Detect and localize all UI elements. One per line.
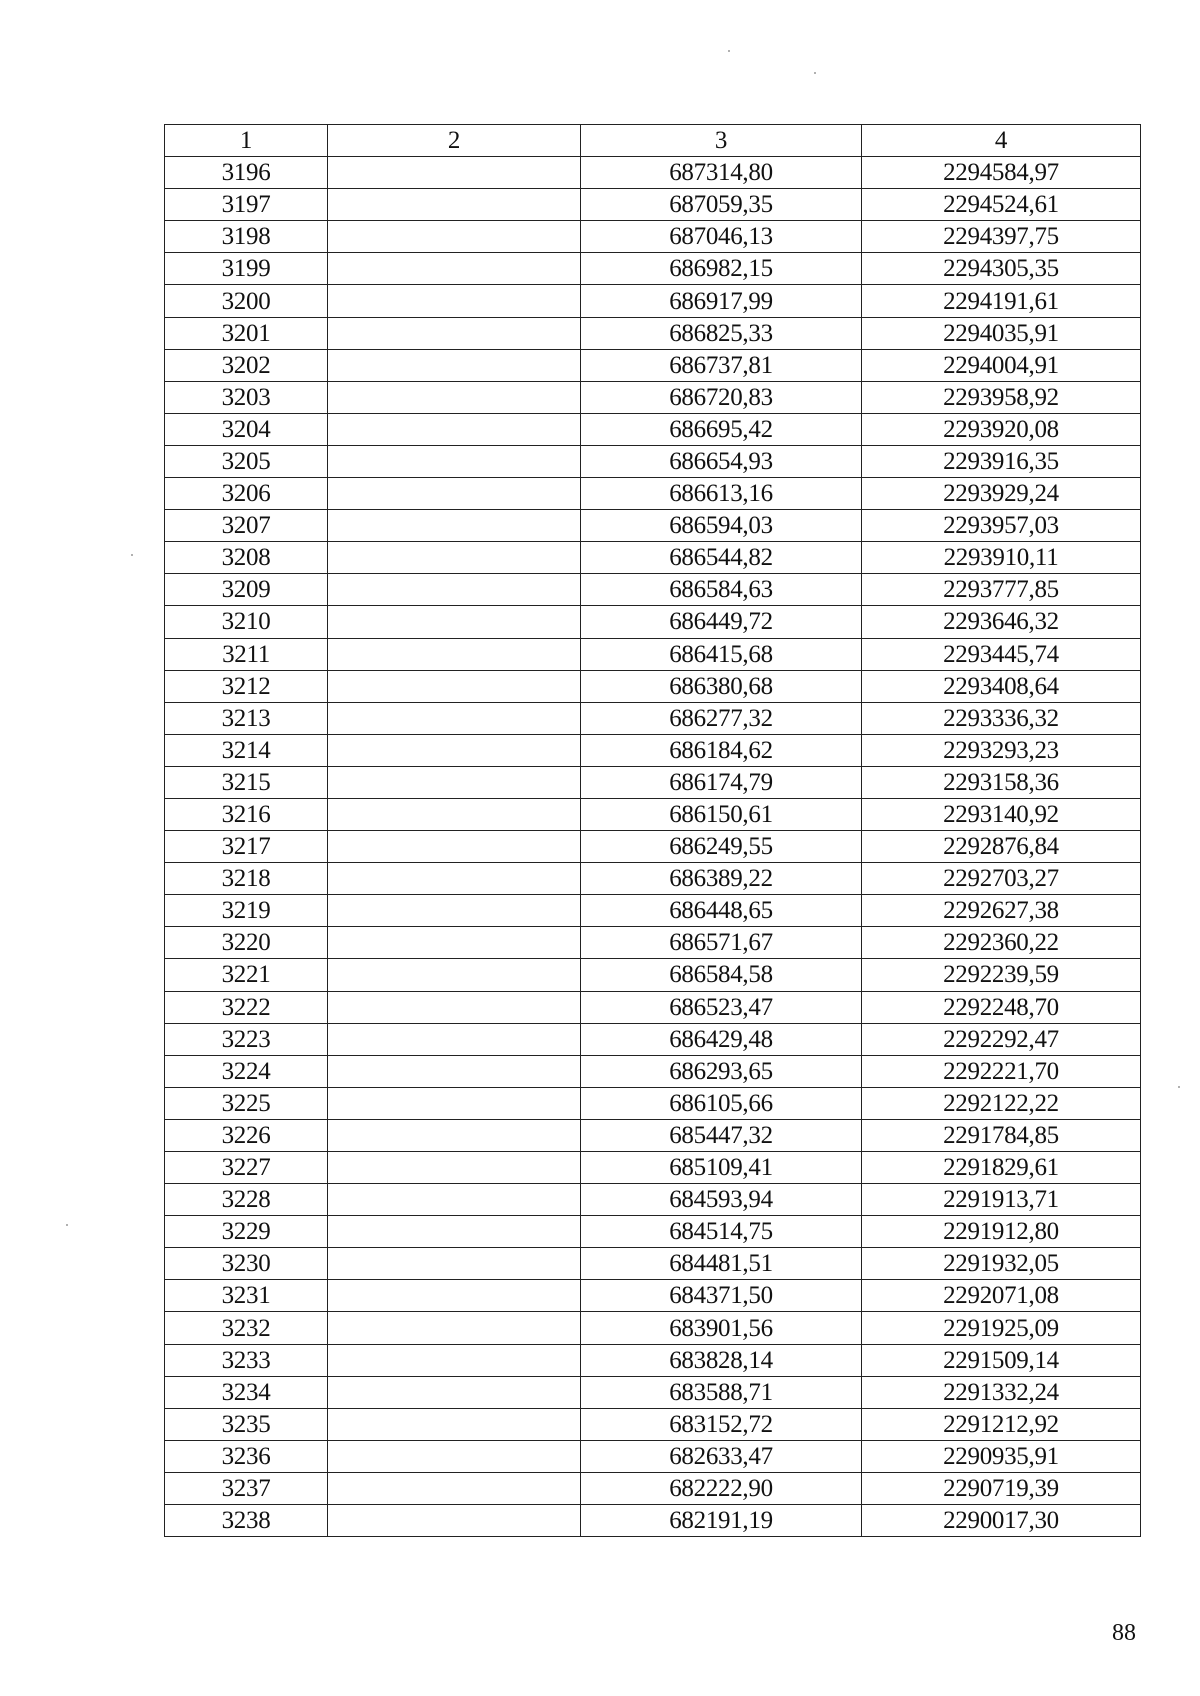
empty-cell xyxy=(328,1344,581,1376)
scan-speck xyxy=(131,554,133,556)
coordinate-x-cell: 686654,93 xyxy=(581,445,862,477)
empty-cell xyxy=(328,381,581,413)
coordinate-x-cell: 686150,61 xyxy=(581,798,862,830)
point-number-cell: 3233 xyxy=(165,1344,328,1376)
table-row xyxy=(165,445,1141,477)
coordinate-y-cell: 2294004,91 xyxy=(862,349,1141,381)
table-row xyxy=(165,317,1141,349)
table-row xyxy=(165,766,1141,798)
empty-cell xyxy=(328,349,581,381)
coordinate-x-cell: 686448,65 xyxy=(581,895,862,927)
empty-cell xyxy=(328,606,581,638)
coordinate-x-cell: 684371,50 xyxy=(581,1280,862,1312)
column-header-3: 3 xyxy=(581,125,862,157)
coordinate-y-cell: 2293646,32 xyxy=(862,606,1141,638)
coordinate-x-cell: 686695,42 xyxy=(581,413,862,445)
table-row xyxy=(165,1408,1141,1440)
coordinate-y-cell: 2292627,38 xyxy=(862,895,1141,927)
empty-cell xyxy=(328,253,581,285)
coordinate-x-cell: 686249,55 xyxy=(581,831,862,863)
coordinate-x-cell: 682633,47 xyxy=(581,1440,862,1472)
coordinate-x-cell: 686613,16 xyxy=(581,478,862,510)
coordinate-x-cell: 686174,79 xyxy=(581,766,862,798)
coordinate-y-cell: 2293293,23 xyxy=(862,734,1141,766)
empty-cell xyxy=(328,285,581,317)
empty-cell xyxy=(328,478,581,510)
coordinate-y-cell: 2293336,32 xyxy=(862,702,1141,734)
table-row xyxy=(165,831,1141,863)
coordinate-x-cell: 685109,41 xyxy=(581,1152,862,1184)
table-row xyxy=(165,381,1141,413)
table-row xyxy=(165,1184,1141,1216)
point-number-cell: 3219 xyxy=(165,895,328,927)
empty-cell xyxy=(328,702,581,734)
coordinate-x-cell: 686737,81 xyxy=(581,349,862,381)
coordinate-y-cell: 2292248,70 xyxy=(862,991,1141,1023)
table-row xyxy=(165,1472,1141,1504)
page-number: 88 xyxy=(1112,1620,1136,1646)
empty-cell xyxy=(328,927,581,959)
coordinate-y-cell: 2293916,35 xyxy=(862,445,1141,477)
coordinate-x-cell: 686380,68 xyxy=(581,670,862,702)
table-row xyxy=(165,574,1141,606)
point-number-cell: 3217 xyxy=(165,831,328,863)
coordinate-y-cell: 2292292,47 xyxy=(862,1023,1141,1055)
empty-cell xyxy=(328,317,581,349)
coordinate-y-cell: 2291509,14 xyxy=(862,1344,1141,1376)
table-row xyxy=(165,1119,1141,1151)
point-number-cell: 3202 xyxy=(165,349,328,381)
point-number-cell: 3209 xyxy=(165,574,328,606)
empty-cell xyxy=(328,542,581,574)
table-row xyxy=(165,413,1141,445)
table-row xyxy=(165,1152,1141,1184)
coordinate-y-cell: 2294524,61 xyxy=(862,189,1141,221)
point-number-cell: 3208 xyxy=(165,542,328,574)
coordinate-x-cell: 686917,99 xyxy=(581,285,862,317)
point-number-cell: 3237 xyxy=(165,1472,328,1504)
point-number-cell: 3220 xyxy=(165,927,328,959)
coordinate-x-cell: 686389,22 xyxy=(581,863,862,895)
point-number-cell: 3203 xyxy=(165,381,328,413)
point-number-cell: 3215 xyxy=(165,766,328,798)
coordinate-x-cell: 684514,75 xyxy=(581,1216,862,1248)
coordinate-x-cell: 686544,82 xyxy=(581,542,862,574)
table-row xyxy=(165,1280,1141,1312)
coordinate-y-cell: 2293920,08 xyxy=(862,413,1141,445)
coordinate-y-cell: 2291784,85 xyxy=(862,1119,1141,1151)
table-row xyxy=(165,1312,1141,1344)
point-number-cell: 3229 xyxy=(165,1216,328,1248)
empty-cell xyxy=(328,670,581,702)
coordinate-y-cell: 2291332,24 xyxy=(862,1376,1141,1408)
empty-cell xyxy=(328,221,581,253)
empty-cell xyxy=(328,1152,581,1184)
table-row xyxy=(165,1055,1141,1087)
empty-cell xyxy=(328,1119,581,1151)
point-number-cell: 3222 xyxy=(165,991,328,1023)
point-number-cell: 3235 xyxy=(165,1408,328,1440)
coordinate-x-cell: 684481,51 xyxy=(581,1248,862,1280)
table-row xyxy=(165,1023,1141,1055)
point-number-cell: 3214 xyxy=(165,734,328,766)
point-number-cell: 3199 xyxy=(165,253,328,285)
coordinate-x-cell: 683828,14 xyxy=(581,1344,862,1376)
coordinate-y-cell: 2293408,64 xyxy=(862,670,1141,702)
point-number-cell: 3205 xyxy=(165,445,328,477)
empty-cell xyxy=(328,1087,581,1119)
coordinate-x-cell: 686277,32 xyxy=(581,702,862,734)
table-row xyxy=(165,221,1141,253)
coordinate-y-cell: 2290017,30 xyxy=(862,1505,1141,1537)
coordinate-y-cell: 2291829,61 xyxy=(862,1152,1141,1184)
point-number-cell: 3207 xyxy=(165,510,328,542)
coordinate-y-cell: 2292071,08 xyxy=(862,1280,1141,1312)
point-number-cell: 3204 xyxy=(165,413,328,445)
scan-speck xyxy=(814,72,816,74)
table-row xyxy=(165,189,1141,221)
table-row xyxy=(165,349,1141,381)
empty-cell xyxy=(328,1280,581,1312)
table-body xyxy=(165,157,1141,1537)
point-number-cell: 3213 xyxy=(165,702,328,734)
empty-cell xyxy=(328,157,581,189)
table-row xyxy=(165,959,1141,991)
scan-speck xyxy=(66,1224,68,1226)
coordinate-y-cell: 2291925,09 xyxy=(862,1312,1141,1344)
point-number-cell: 3224 xyxy=(165,1055,328,1087)
coordinate-x-cell: 686105,66 xyxy=(581,1087,862,1119)
coordinate-x-cell: 686825,33 xyxy=(581,317,862,349)
coordinate-y-cell: 2294584,97 xyxy=(862,157,1141,189)
point-number-cell: 3221 xyxy=(165,959,328,991)
coordinate-y-cell: 2293957,03 xyxy=(862,510,1141,542)
coordinate-x-cell: 686584,58 xyxy=(581,959,862,991)
point-number-cell: 3197 xyxy=(165,189,328,221)
coordinate-x-cell: 687059,35 xyxy=(581,189,862,221)
table-row xyxy=(165,1440,1141,1472)
table-row xyxy=(165,1248,1141,1280)
point-number-cell: 3230 xyxy=(165,1248,328,1280)
coordinate-x-cell: 682191,19 xyxy=(581,1505,862,1537)
point-number-cell: 3212 xyxy=(165,670,328,702)
point-number-cell: 3228 xyxy=(165,1184,328,1216)
empty-cell xyxy=(328,413,581,445)
coordinate-x-cell: 683152,72 xyxy=(581,1408,862,1440)
coordinate-y-cell: 2291912,80 xyxy=(862,1216,1141,1248)
empty-cell xyxy=(328,574,581,606)
empty-cell xyxy=(328,766,581,798)
coordinate-y-cell: 2293958,92 xyxy=(862,381,1141,413)
table-row xyxy=(165,157,1141,189)
point-number-cell: 3218 xyxy=(165,863,328,895)
coordinate-x-cell: 686293,65 xyxy=(581,1055,862,1087)
scan-speck xyxy=(1178,1086,1180,1088)
table-row xyxy=(165,478,1141,510)
empty-cell xyxy=(328,189,581,221)
empty-cell xyxy=(328,734,581,766)
coordinate-y-cell: 2292122,22 xyxy=(862,1087,1141,1119)
empty-cell xyxy=(328,959,581,991)
table-row xyxy=(165,1087,1141,1119)
empty-cell xyxy=(328,831,581,863)
empty-cell xyxy=(328,895,581,927)
point-number-cell: 3206 xyxy=(165,478,328,510)
point-number-cell: 3232 xyxy=(165,1312,328,1344)
point-number-cell: 3225 xyxy=(165,1087,328,1119)
coordinate-y-cell: 2293158,36 xyxy=(862,766,1141,798)
point-number-cell: 3216 xyxy=(165,798,328,830)
table-row xyxy=(165,798,1141,830)
coordinate-x-cell: 684593,94 xyxy=(581,1184,862,1216)
table-header-row xyxy=(165,125,1141,157)
coordinate-y-cell: 2293777,85 xyxy=(862,574,1141,606)
empty-cell xyxy=(328,1440,581,1472)
coordinate-x-cell: 686594,03 xyxy=(581,510,862,542)
point-number-cell: 3200 xyxy=(165,285,328,317)
table-row xyxy=(165,638,1141,670)
point-number-cell: 3210 xyxy=(165,606,328,638)
coordinate-x-cell: 685447,32 xyxy=(581,1119,862,1151)
empty-cell xyxy=(328,863,581,895)
table-row xyxy=(165,606,1141,638)
table-row xyxy=(165,670,1141,702)
coordinate-y-cell: 2293910,11 xyxy=(862,542,1141,574)
coordinate-y-cell: 2292703,27 xyxy=(862,863,1141,895)
empty-cell xyxy=(328,445,581,477)
table-row xyxy=(165,991,1141,1023)
table-row xyxy=(165,253,1141,285)
empty-cell xyxy=(328,1408,581,1440)
column-header-2: 2 xyxy=(328,125,581,157)
empty-cell xyxy=(328,510,581,542)
coordinate-y-cell: 2293140,92 xyxy=(862,798,1141,830)
table-row xyxy=(165,542,1141,574)
empty-cell xyxy=(328,1248,581,1280)
coordinate-y-cell: 2294191,61 xyxy=(862,285,1141,317)
point-number-cell: 3211 xyxy=(165,638,328,670)
table-row xyxy=(165,285,1141,317)
empty-cell xyxy=(328,1472,581,1504)
empty-cell xyxy=(328,1055,581,1087)
coordinate-x-cell: 686720,83 xyxy=(581,381,862,413)
table-row xyxy=(165,1376,1141,1408)
point-number-cell: 3234 xyxy=(165,1376,328,1408)
table-row xyxy=(165,734,1141,766)
coordinate-x-cell: 686571,67 xyxy=(581,927,862,959)
point-number-cell: 3196 xyxy=(165,157,328,189)
empty-cell xyxy=(328,1216,581,1248)
coordinate-x-cell: 686523,47 xyxy=(581,991,862,1023)
coordinate-x-cell: 686415,68 xyxy=(581,638,862,670)
empty-cell xyxy=(328,1023,581,1055)
coordinate-y-cell: 2294397,75 xyxy=(862,221,1141,253)
coordinate-y-cell: 2290935,91 xyxy=(862,1440,1141,1472)
empty-cell xyxy=(328,638,581,670)
coordinate-y-cell: 2293929,24 xyxy=(862,478,1141,510)
coordinate-y-cell: 2292360,22 xyxy=(862,927,1141,959)
table-row xyxy=(165,1344,1141,1376)
empty-cell xyxy=(328,991,581,1023)
scan-speck xyxy=(728,50,730,52)
point-number-cell: 3227 xyxy=(165,1152,328,1184)
column-header-4: 4 xyxy=(862,125,1141,157)
point-number-cell: 3236 xyxy=(165,1440,328,1472)
coordinate-x-cell: 687046,13 xyxy=(581,221,862,253)
point-number-cell: 3223 xyxy=(165,1023,328,1055)
coordinate-x-cell: 686584,63 xyxy=(581,574,862,606)
point-number-cell: 3238 xyxy=(165,1505,328,1537)
table-row xyxy=(165,1505,1141,1537)
coordinate-y-cell: 2294305,35 xyxy=(862,253,1141,285)
point-number-cell: 3198 xyxy=(165,221,328,253)
coordinate-y-cell: 2292876,84 xyxy=(862,831,1141,863)
coordinate-x-cell: 686184,62 xyxy=(581,734,862,766)
coordinate-x-cell: 683588,71 xyxy=(581,1376,862,1408)
coordinate-y-cell: 2291212,92 xyxy=(862,1408,1141,1440)
point-number-cell: 3231 xyxy=(165,1280,328,1312)
empty-cell xyxy=(328,1505,581,1537)
table-row xyxy=(165,510,1141,542)
coordinates-table-container xyxy=(164,124,1140,1537)
coordinate-y-cell: 2291913,71 xyxy=(862,1184,1141,1216)
coordinate-y-cell: 2294035,91 xyxy=(862,317,1141,349)
table-row xyxy=(165,863,1141,895)
empty-cell xyxy=(328,798,581,830)
point-number-cell: 3201 xyxy=(165,317,328,349)
coordinate-x-cell: 686429,48 xyxy=(581,1023,862,1055)
coordinate-x-cell: 687314,80 xyxy=(581,157,862,189)
coordinate-y-cell: 2291932,05 xyxy=(862,1248,1141,1280)
table-row xyxy=(165,895,1141,927)
coordinate-y-cell: 2290719,39 xyxy=(862,1472,1141,1504)
coordinate-y-cell: 2292239,59 xyxy=(862,959,1141,991)
table-row xyxy=(165,702,1141,734)
table-row xyxy=(165,927,1141,959)
empty-cell xyxy=(328,1184,581,1216)
empty-cell xyxy=(328,1376,581,1408)
coordinate-y-cell: 2293445,74 xyxy=(862,638,1141,670)
column-header-1: 1 xyxy=(165,125,328,157)
point-number-cell: 3226 xyxy=(165,1119,328,1151)
coordinate-x-cell: 686449,72 xyxy=(581,606,862,638)
coordinates-table xyxy=(164,124,1141,1537)
coordinate-x-cell: 682222,90 xyxy=(581,1472,862,1504)
coordinate-x-cell: 686982,15 xyxy=(581,253,862,285)
empty-cell xyxy=(328,1312,581,1344)
coordinate-y-cell: 2292221,70 xyxy=(862,1055,1141,1087)
table-row xyxy=(165,1216,1141,1248)
coordinate-x-cell: 683901,56 xyxy=(581,1312,862,1344)
